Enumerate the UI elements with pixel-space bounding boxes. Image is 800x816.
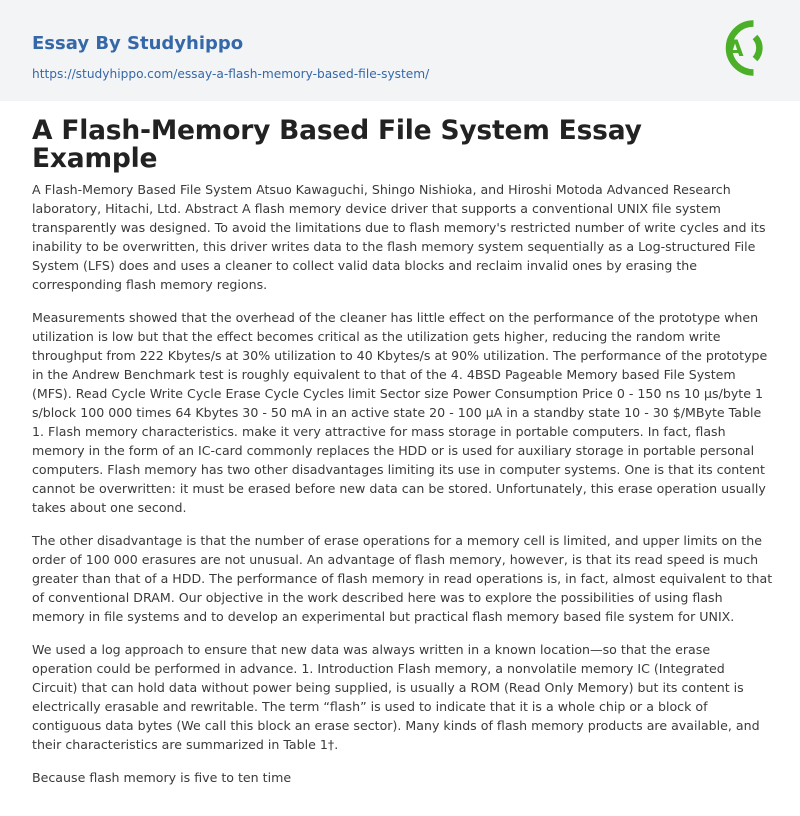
logo-letter: A xyxy=(726,37,744,62)
essay-paragraph: A Flash-Memory Based File System Atsuo Kawaguchi, Shingo Nishioka, and Hiroshi Motoda Advanced Research laboratory, Hitachi, Ltd. Abstract A flash memory device driver that supports a conventional UNIX file system transparently was designed. To avoid the limitations due to flash memory's restricted number of write cycles and its inability to be overwritten, this driver writes data to the flash memory system sequentially as a Log-structured File System (LFS) does and uses a cleaner to collect valid data blocks and reclaim invalid ones by erasing the corresponding flash memory regions. xyxy=(32,182,766,292)
source-url-link[interactable]: https://studyhippo.com/essay-a-flash-memory-based-file-system/ xyxy=(32,67,430,81)
studyhippo-logo-icon[interactable] xyxy=(712,15,770,81)
essay-title: A Flash-Memory Based File System Essay Example xyxy=(32,115,642,174)
site-brand[interactable]: Essay By Studyhippo xyxy=(32,33,244,54)
essay-paragraph: Measurements showed that the overhead of the cleaner has little effect on the performance of the prototype when utilization is low but that the effect becomes critical as the utilization gets higher, reducing the random write throughput from 222 Kbytes/s at 30% utilization to 40 Kbytes/s at 90% utilization. The performance of the prototype in the Andrew Benchmark test is roughly equivalent to that of the 4. 4BSD Pageable Memory based File System (MFS). Read Cycle Write Cycle Erase Cycle Cycles limit Sector size Power Consumption Price 0 - 150 ns 10 µs/byte 1 s/block 100 000 times 64 Kbytes 30 - 50 mA in an active state 20 - 100 µA in a standby state 10 - 30 $/MByte Table 1. Flash memory characteristics. make it very attractive for mass storage in portable computers. In fact, flash memory in the form of an IC-card commonly replaces the HDD or is used for auxiliary storage in portable personal computers. Flash memory has two other disadvantages limiting its use in computer systems. One is that its content cannot be overwritten: it must be erased before new data can be stored. Unfortunately, this erase operation usually takes about one second. xyxy=(32,310,768,515)
essay-paragraph: We used a log approach to ensure that new data was always written in a known location—so that the erase operation could be performed in advance. 1. Introduction Flash memory, a nonvolatile memory IC (Integrated Circuit) that can hold data without power being supplied, is usually a ROM (Read Only Memory) but its content is electrically erasable and rewritable. The term “flash” is used to indicate that it is a whole chip or a block of contiguous data bytes (We call this block an erase sector). Many kinds of flash memory products are available, and their characteristics are summarized in Table 1†. xyxy=(32,642,760,752)
essay-paragraph: The other disadvantage is that the number of erase operations for a memory cell is limited, and upper limits on the order of 100 000 erasures are not unusual. An advantage of flash memory, however, is that its read speed is much greater than that of a HDD. The performance of flash memory in read operations is, in fact, almost equivalent to that of conventional DRAM. Our objective in the work described here was to explore the possibilities of using flash memory in file systems and to develop an experimental but practical flash memory based file system for UNIX. xyxy=(32,533,773,624)
site-header xyxy=(0,0,800,101)
essay-content xyxy=(32,117,774,801)
essay-paragraph: Because flash memory is five to ten time xyxy=(32,770,292,785)
